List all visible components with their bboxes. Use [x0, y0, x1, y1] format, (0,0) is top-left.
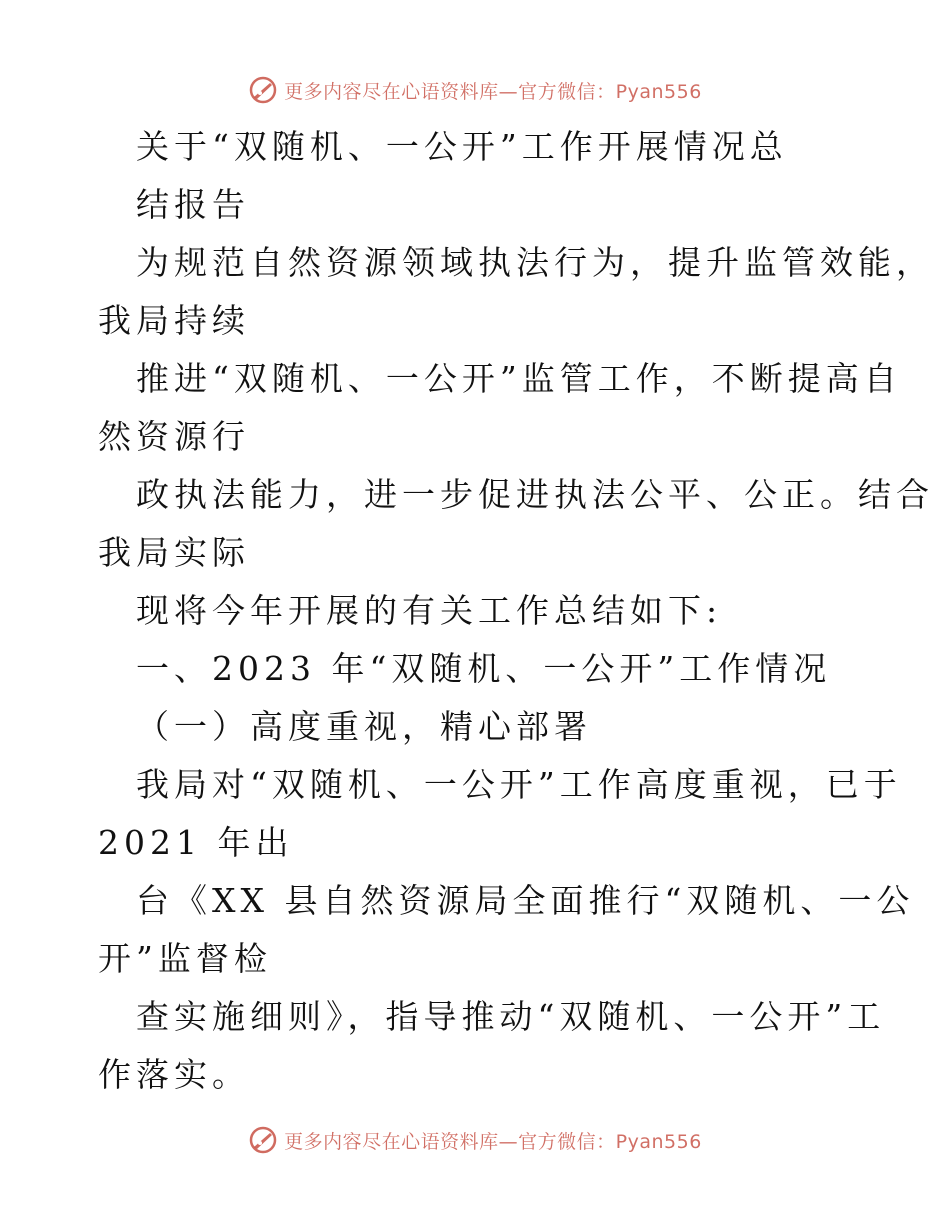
text-line: 查实施细则》，指导推动“双随机、一公开”工 [136, 997, 886, 1036]
footer-watermark [0, 1120, 950, 1160]
text-line: 现将今年开展的有关工作总结如下: [136, 591, 723, 630]
pen-logo-icon [248, 75, 278, 105]
text-line: 我局实际 [98, 533, 250, 572]
text-line: 关于“双随机、一公开”工作开展情况总 [136, 127, 788, 166]
text-line: 台《XX 县自然资源局全面推行“双随机、一公 [136, 881, 915, 920]
pen-logo-icon [248, 1125, 278, 1155]
document-body [98, 118, 934, 1104]
text-line: 2021 年出 [98, 823, 294, 862]
text-line: 我局对“双随机、一公开”工作高度重视，已于 [136, 765, 902, 804]
text-line: 为规范自然资源领域执法行为，提升监管效能， [136, 243, 934, 282]
text-line: 推进“双随机、一公开”监管工作，不断提高自 [136, 359, 902, 398]
text-line: 开”监督检 [98, 939, 272, 978]
text-line: 结报告 [136, 185, 250, 224]
text-line: 然资源行 [98, 417, 250, 456]
text-line: 我局持续 [98, 301, 250, 340]
watermark-text: 更多内容尽在心语资料库—官方微信：Pyan556 [284, 1130, 702, 1153]
text-line: 作落实。 [98, 1055, 250, 1094]
text-line: 政执法能力，进一步促进执法公平、公正。结合 [136, 475, 934, 514]
header-watermark [0, 70, 950, 110]
text-line: （一）高度重视，精心部署 [136, 707, 592, 746]
watermark-text: 更多内容尽在心语资料库—官方微信：Pyan556 [284, 80, 702, 103]
text-line: 一、2023 年“双随机、一公开”工作情况 [136, 649, 832, 688]
